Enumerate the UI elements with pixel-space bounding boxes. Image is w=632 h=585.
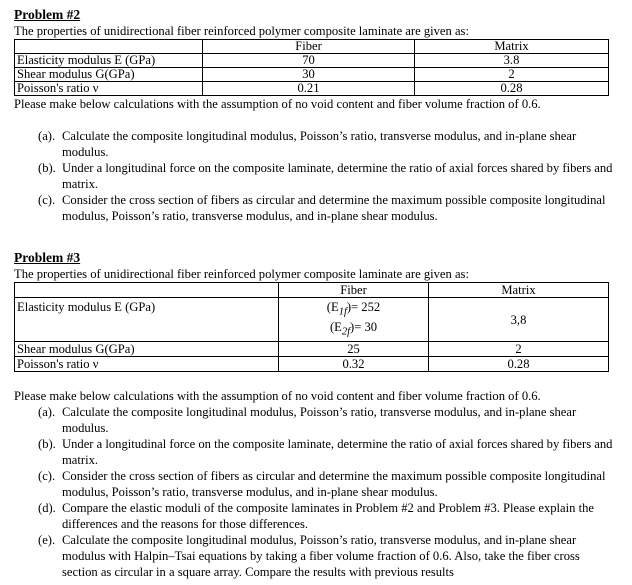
list-item — [14, 128, 614, 160]
item-label: (c). — [38, 193, 56, 207]
item-label: (c). — [38, 469, 56, 484]
fiber-elasticity-values — [279, 298, 429, 342]
item-text: Under a longitudinal force on the composite laminate, determine the ratio of axial forces shared by fibers and matrix. — [62, 161, 613, 191]
problem-2-section — [14, 7, 614, 224]
item-text: Compare the elastic moduli of the composite laminates in Problem #2 and Problem #3. Please explain the differences and the reasons for those differences. — [62, 501, 594, 532]
row-label: Shear modulus G(GPa) — [15, 68, 203, 82]
fiber-value: 70 — [203, 54, 415, 68]
table-row — [15, 357, 609, 372]
matrix-value: 2 — [415, 68, 609, 82]
matrix-value: 3,8 — [429, 298, 609, 342]
e2f-number: )= 30 — [350, 319, 378, 334]
item-text: Under a longitudinal force on the composite laminate, determine the ratio of axial forces shared by fibers and matrix. — [62, 437, 613, 468]
problem-2-heading: Problem #2 — [14, 7, 81, 22]
matrix-value: 2 — [429, 342, 609, 357]
row-label: Poisson's ratio ν — [15, 357, 279, 372]
item-text: Consider the cross section of fibers as circular and determine the maximum possible composite longitudinal modulus, Poisson’s ratio, transverse modulus, and in-plane shear modulus. — [62, 193, 606, 223]
problem-2-properties-table — [14, 39, 609, 96]
header-cell-matrix: Matrix — [429, 283, 609, 298]
item-text: Calculate the composite longitudinal modulus, Poisson’s ratio, transverse modulus, and in-plane shear modulus. — [62, 129, 577, 159]
e1f-prefix: (E — [326, 300, 339, 314]
matrix-value: 0.28 — [429, 357, 609, 372]
item-text: Calculate the composite longitudinal modulus, Poisson’s ratio, transverse modulus, and in-plane shear modulus. — [62, 405, 577, 436]
header-cell — [15, 40, 203, 54]
row-label: Shear modulus G(GPa) — [15, 342, 279, 357]
fiber-value: 30 — [203, 68, 415, 82]
fiber-value: 0.32 — [279, 357, 429, 372]
problem-3-section — [14, 250, 614, 580]
fiber-value: 0.21 — [203, 82, 415, 96]
header-cell-matrix: Matrix — [415, 40, 609, 54]
list-item — [14, 404, 614, 436]
item-label: (d). — [38, 501, 56, 516]
item-text: Calculate the composite longitudinal modulus, Poisson’s ratio, transverse modulus, and in-plane shear modulus with Halpin–Tsai equations by taking a fiber volume fraction of 0.6. Also, take the fiber cross section as circular in a square array. Compare the results with previous results — [62, 533, 580, 580]
problem-2-assumption: Please make below calculations with the assumption of no void content and fiber volume fraction of 0.6. — [14, 97, 541, 111]
e2f-value — [281, 320, 426, 340]
problem-2-task-list — [14, 128, 614, 224]
e2f-prefix: (E — [329, 319, 342, 334]
table-header-row — [15, 283, 609, 298]
item-label: (a). — [38, 129, 56, 143]
e1f-value — [281, 300, 426, 320]
item-label: (b). — [38, 161, 56, 175]
problem-3-task-list — [14, 404, 614, 580]
row-label: Poisson's ratio ν — [15, 82, 203, 96]
matrix-value: 0.28 — [415, 82, 609, 96]
fiber-value: 25 — [279, 342, 429, 357]
e1f-number: )= 252 — [346, 300, 381, 314]
list-item — [14, 160, 614, 192]
list-item — [14, 532, 614, 580]
table-row — [15, 82, 609, 96]
problem-3-intro: The properties of unidirectional fiber reinforced polymer composite laminate are given as: — [14, 267, 469, 281]
header-cell — [15, 283, 279, 298]
header-cell-fiber: Fiber — [203, 40, 415, 54]
problem-3-properties-table — [14, 282, 609, 372]
table-header-row — [15, 40, 609, 54]
table-row — [15, 68, 609, 82]
e2f-subscript: 2f — [341, 326, 350, 338]
header-cell-fiber: Fiber — [279, 283, 429, 298]
table-row — [15, 54, 609, 68]
table-row — [15, 342, 609, 357]
row-label: Elasticity modulus E (GPa) — [15, 298, 279, 342]
list-item — [14, 436, 614, 468]
row-label: Elasticity modulus E (GPa) — [15, 54, 203, 68]
item-text: Consider the cross section of fibers as circular and determine the maximum possible composite longitudinal modulus, Poisson’s ratio, transverse modulus, and in-plane shear modulus. — [62, 469, 606, 500]
item-label: (b). — [38, 437, 56, 452]
problem-3-assumption: Please make below calculations with the assumption of no void content and fiber volume fraction of 0.6. — [14, 389, 541, 404]
table-row — [15, 298, 609, 342]
list-item — [14, 500, 614, 532]
matrix-value: 3.8 — [415, 54, 609, 68]
problem-3-heading: Problem #3 — [14, 250, 81, 265]
item-label: (a). — [38, 405, 56, 420]
list-item — [14, 468, 614, 500]
list-item — [14, 192, 614, 224]
e1f-subscript: 1f — [338, 306, 347, 318]
problem-2-intro: The properties of unidirectional fiber reinforced polymer composite laminate are given as: — [14, 24, 469, 38]
item-label: (e). — [38, 533, 56, 548]
